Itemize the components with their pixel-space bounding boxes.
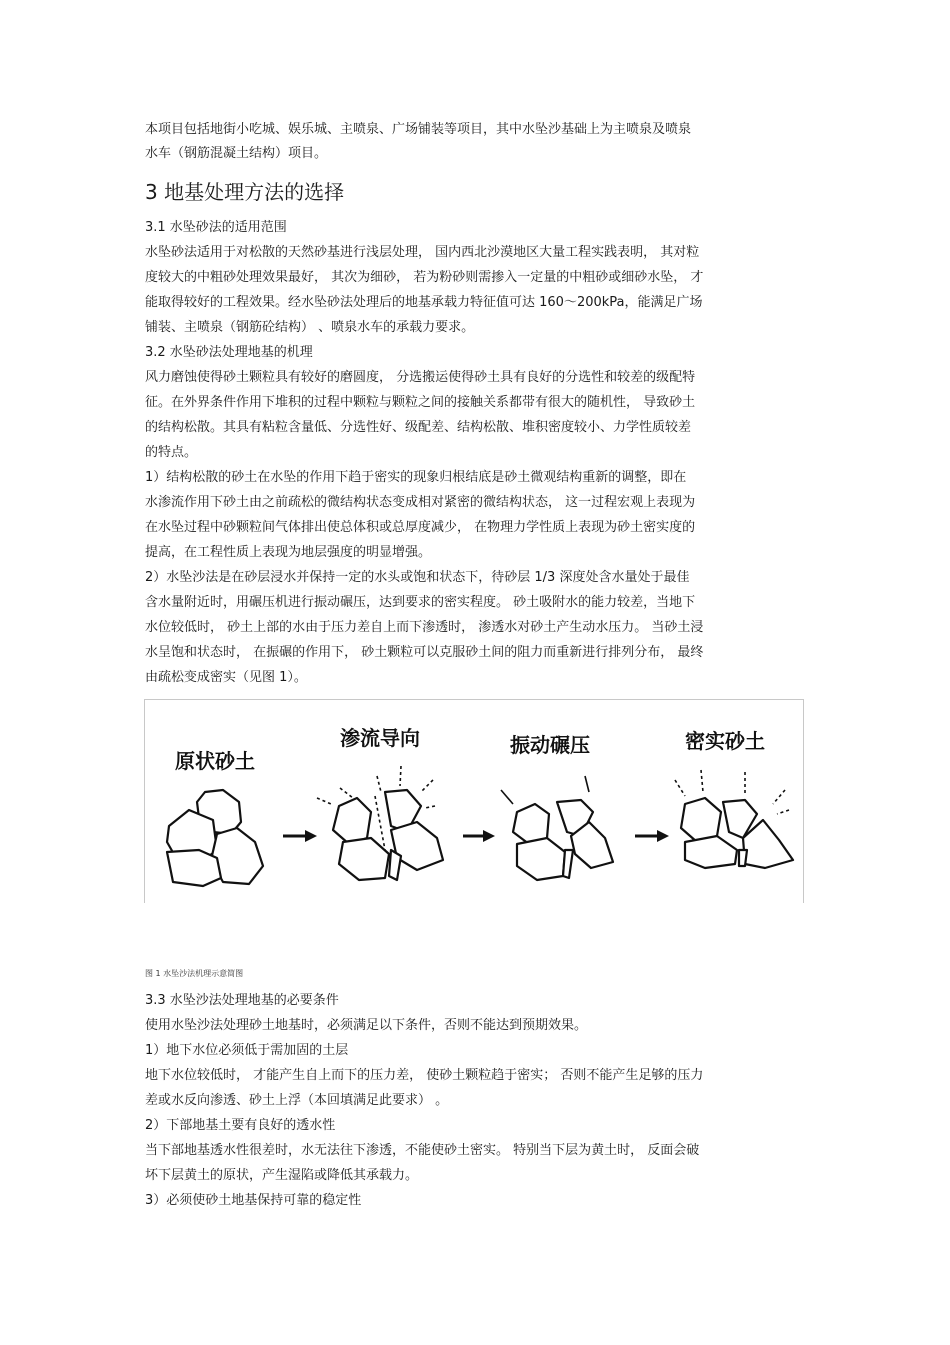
paragraph-line: 铺装、主喷泉（钢筋砼结构） 、喷泉水车的承载力要求。 [145,320,475,335]
figure-caption: 图 1 水坠沙法机理示意简图 [145,969,244,978]
subsection-title-3-2: 3.2 水坠砂法处理地基的机理 [145,345,313,360]
intro-line-2: 水车（钢筋混凝土结构）项目。 [145,146,328,161]
paragraph-line: 水坠砂法适用于对松散的天然砂基进行浅层处理， 国内西北沙漠地区大量工程实践表明， 其对粒 [145,245,700,260]
intro-line-1: 本项目包括地街小吃城、娱乐城、主喷泉、广场铺装等项目，其中水坠沙基础上为主喷泉及喷泉 [145,122,692,137]
figure-mechanism-diagram [144,699,804,903]
paragraph-line: 当下部地基透水性很差时，水无法往下渗透，不能使砂土密实。 特别当下层为黄土时， 反面会破 [145,1143,700,1158]
paragraph-line: 在水坠过程中砂颗粒间气体排出使总体积或总厚度减少， 在物理力学性质上表现为砂土密实度的 [145,520,696,535]
paragraph-line: 的结构松散。其具有粘粒含量低、分选性好、级配差、结构松散、堆积密度较小、力学性质较差 [145,420,692,435]
arrow-icon [463,830,495,842]
paragraph-line: 水渗流作用下砂土由之前疏松的微结构状态变成相对紧密的微结构状态， 这一过程宏观上表现为 [145,495,696,510]
paragraph-line: 含水量附近时，用碾压机进行振动碾压，达到要求的密实程度。 砂土吸附水的能力较差，当地下 [145,595,696,610]
paragraph-line: 提高，在工程性质上表现为地层强度的明显增强。 [145,545,432,560]
paragraph-line: 由疏松变成密实（见图 1）。 [145,670,307,685]
grains-dense [675,770,793,868]
paragraph-line: 使用水坠沙法处理砂土地基时，必须满足以下条件，否则不能达到预期效果。 [145,1018,588,1033]
arrow-icon [283,830,317,842]
paragraph-line: 3）必须使砂土地基保持可靠的稳定性 [145,1193,362,1208]
figure-label-dense-sand: 密实砂土 [685,729,765,753]
paragraph-line: 水位较低时， 砂土上部的水由于压力差自上而下渗透时， 渗透水对砂土产生动水压力。 当砂土浸 [145,620,704,635]
paragraph-line: 水呈饱和状态时， 在振碾的作用下， 砂土颗粒可以克服砂土间的阻力而重新进行排列分布， 最终 [145,645,704,660]
paragraph-line: 征。在外界条件作用下堆积的过程中颗粒与颗粒之间的接触关系都带有很大的随机性， 导致砂土 [145,395,696,410]
subsection-title-3-3: 3.3 水坠沙法处理地基的必要条件 [145,993,339,1008]
paragraph-line: 的特点。 [145,445,198,460]
grains-vibration [501,776,613,880]
arrow-icon [635,830,669,842]
figure-label-vibration: 振动碾压 [510,733,590,757]
paragraph-line: 1）地下水位必须低于需加固的土层 [145,1043,349,1058]
grains-seepage [317,766,443,880]
paragraph-line: 能取得较好的工程效果。经水坠砂法处理后的地基承载力特征值可达 160～200kPa，能满足广场 [145,295,703,310]
paragraph-line: 度较大的中粗砂处理效果最好， 其次为细砂， 若为粉砂则需掺入一定量的中粗砂或细砂水坠， 才 [145,270,704,285]
figure-label-seepage: 渗流导向 [340,726,420,750]
section-title: 3 地基处理方法的选择 [145,180,345,204]
paragraph-line: 1）结构松散的砂土在水坠的作用下趋于密实的现象归根结底是砂土微观结构重新的调整，即在 [145,470,687,485]
figure-label-original-sand: 原状砂土 [175,749,255,773]
paragraph-line: 坏下层黄土的原状，产生湿陷或降低其承载力。 [145,1168,419,1183]
subsection-title-3-1: 3.1 水坠砂法的适用范围 [145,220,287,235]
grains-original [167,790,263,886]
paragraph-line: 差或水反向渗透、砂土上浮（本回填满足此要求） 。 [145,1093,449,1108]
paragraph-line: 2）水坠沙法是在砂层浸水并保持一定的水头或饱和状态下，待砂层 1/3 深度处含水量处于最佳 [145,570,690,585]
paragraph-line: 风力磨蚀使得砂土颗粒具有较好的磨圆度， 分选搬运使得砂土具有良好的分选性和较差的级配特 [145,370,696,385]
paragraph-line: 地下水位较低时， 才能产生自上而下的压力差， 使砂土颗粒趋于密实； 否则不能产生足够的压力 [145,1068,704,1083]
paragraph-line: 2）下部地基土要有良好的透水性 [145,1118,336,1133]
